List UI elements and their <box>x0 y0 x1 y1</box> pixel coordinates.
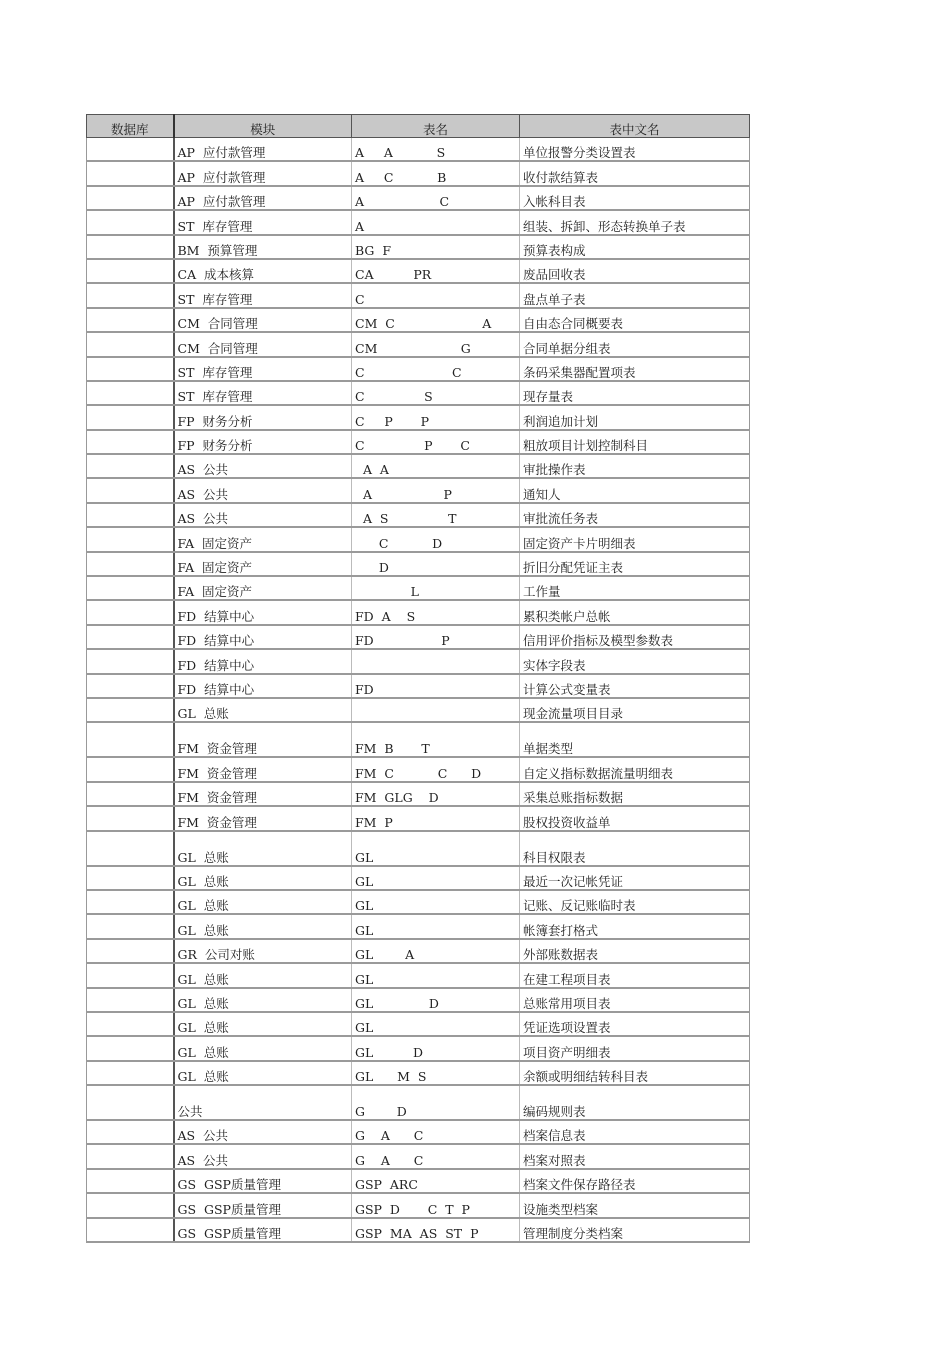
table-row <box>87 381 750 405</box>
cell-module: FM 资金管理 <box>174 757 352 781</box>
cell-database <box>87 552 174 576</box>
cell-chinese-name: 废品回收表 <box>520 259 750 283</box>
cell-table-name: L <box>352 576 520 600</box>
cell-module: GL 总账 <box>174 866 352 890</box>
cell-module: GL 总账 <box>174 698 352 722</box>
table-row <box>87 782 750 806</box>
cell-chinese-name: 计算公式变量表 <box>520 674 750 698</box>
cell-database <box>87 722 174 757</box>
db-table <box>86 114 750 1243</box>
cell-table-name: GL A <box>352 939 520 963</box>
cell-chinese-name: 设施类型档案 <box>520 1193 750 1217</box>
table-row <box>87 722 750 757</box>
cell-database <box>87 963 174 987</box>
cell-table-name: A S T <box>352 503 520 527</box>
cell-module: FD 结算中心 <box>174 600 352 624</box>
cell-module: GL 总账 <box>174 831 352 866</box>
table-row <box>87 478 750 502</box>
cell-table-name: FM C C D <box>352 757 520 781</box>
cell-database <box>87 503 174 527</box>
cell-module: CA 成本核算 <box>174 259 352 283</box>
table-row <box>87 454 750 478</box>
table-row <box>87 963 750 987</box>
cell-table-name: FD <box>352 674 520 698</box>
header-row <box>87 115 750 138</box>
cell-table-name: CM G <box>352 332 520 356</box>
cell-module: AS 公共 <box>174 454 352 478</box>
cell-module: FM 资金管理 <box>174 806 352 830</box>
table-row <box>87 186 750 210</box>
cell-module: GL 总账 <box>174 1012 352 1036</box>
cell-chinese-name: 记账、反记账临时表 <box>520 890 750 914</box>
cell-table-name: GL D <box>352 988 520 1012</box>
cell-chinese-name: 信用评价指标及模型参数表 <box>520 625 750 649</box>
cell-table-name: GL <box>352 914 520 938</box>
cell-database <box>87 1012 174 1036</box>
cell-table-name: A P <box>352 478 520 502</box>
cell-database <box>87 1169 174 1193</box>
cell-database <box>87 210 174 234</box>
cell-database <box>87 259 174 283</box>
header-table-name: 表名 <box>352 115 520 138</box>
cell-module: FD 结算中心 <box>174 625 352 649</box>
table-row <box>87 1085 750 1120</box>
cell-database <box>87 283 174 307</box>
cell-module: AP 应付款管理 <box>174 138 352 162</box>
cell-database <box>87 1085 174 1120</box>
cell-chinese-name: 最近一次记帐凭证 <box>520 866 750 890</box>
table-row <box>87 430 750 454</box>
cell-chinese-name: 累积类帐户总帐 <box>520 600 750 624</box>
cell-module: GL 总账 <box>174 890 352 914</box>
cell-database <box>87 1193 174 1217</box>
cell-module: GL 总账 <box>174 1061 352 1085</box>
cell-chinese-name: 收付款结算表 <box>520 161 750 185</box>
table-row <box>87 527 750 551</box>
cell-table-name: FD A S <box>352 600 520 624</box>
cell-table-name: G D <box>352 1085 520 1120</box>
table-row <box>87 625 750 649</box>
cell-database <box>87 527 174 551</box>
cell-database <box>87 454 174 478</box>
cell-module: ST 库存管理 <box>174 357 352 381</box>
table-row <box>87 988 750 1012</box>
cell-table-name: C P C <box>352 430 520 454</box>
cell-table-name: FD P <box>352 625 520 649</box>
cell-chinese-name: 总账常用项目表 <box>520 988 750 1012</box>
cell-table-name: CA PR <box>352 259 520 283</box>
cell-chinese-name: 编码规则表 <box>520 1085 750 1120</box>
table-row <box>87 210 750 234</box>
cell-table-name: FM GLG D <box>352 782 520 806</box>
table-row <box>87 866 750 890</box>
table-row <box>87 1169 750 1193</box>
cell-database <box>87 674 174 698</box>
cell-chinese-name: 固定资产卡片明细表 <box>520 527 750 551</box>
table-row <box>87 674 750 698</box>
cell-module: BM 预算管理 <box>174 235 352 259</box>
cell-chinese-name: 通知人 <box>520 478 750 502</box>
cell-chinese-name: 科目权限表 <box>520 831 750 866</box>
cell-table-name: A C B <box>352 161 520 185</box>
cell-module: ST 库存管理 <box>174 381 352 405</box>
cell-chinese-name: 在建工程项目表 <box>520 963 750 987</box>
cell-chinese-name: 盘点单子表 <box>520 283 750 307</box>
cell-table-name: C <box>352 283 520 307</box>
table-row <box>87 1144 750 1168</box>
cell-table-name: CM C A <box>352 308 520 332</box>
cell-chinese-name: 利润追加计划 <box>520 405 750 429</box>
cell-module: GS GSP质量管理 <box>174 1193 352 1217</box>
header-module: 模块 <box>174 115 352 138</box>
table-row <box>87 503 750 527</box>
cell-module: FD 结算中心 <box>174 674 352 698</box>
cell-module: 公共 <box>174 1085 352 1120</box>
cell-database <box>87 332 174 356</box>
cell-module: ST 库存管理 <box>174 283 352 307</box>
cell-table-name: G A C <box>352 1144 520 1168</box>
cell-table-name: GL <box>352 963 520 987</box>
cell-module: AS 公共 <box>174 1144 352 1168</box>
cell-chinese-name: 审批流任务表 <box>520 503 750 527</box>
cell-chinese-name: 现金流量项目目录 <box>520 698 750 722</box>
cell-database <box>87 235 174 259</box>
cell-database <box>87 308 174 332</box>
cell-database <box>87 890 174 914</box>
table-row <box>87 235 750 259</box>
table-row <box>87 161 750 185</box>
cell-chinese-name: 工作量 <box>520 576 750 600</box>
cell-chinese-name: 组装、拆卸、形态转换单子表 <box>520 210 750 234</box>
cell-database <box>87 914 174 938</box>
cell-table-name: GL <box>352 831 520 866</box>
table-row <box>87 939 750 963</box>
cell-module: FM 资金管理 <box>174 722 352 757</box>
cell-chinese-name: 股权投资收益单 <box>520 806 750 830</box>
cell-module: CM 合同管理 <box>174 308 352 332</box>
cell-module: FP 财务分析 <box>174 430 352 454</box>
cell-database <box>87 138 174 162</box>
cell-chinese-name: 档案文件保存路径表 <box>520 1169 750 1193</box>
cell-chinese-name: 实体字段表 <box>520 649 750 673</box>
cell-table-name: GL <box>352 1012 520 1036</box>
cell-module: GS GSP质量管理 <box>174 1218 352 1242</box>
cell-chinese-name: 外部账数据表 <box>520 939 750 963</box>
table-row <box>87 600 750 624</box>
cell-module: FP 财务分析 <box>174 405 352 429</box>
table-row <box>87 1036 750 1060</box>
cell-table-name: GL <box>352 890 520 914</box>
cell-module: FA 固定资产 <box>174 552 352 576</box>
cell-chinese-name: 合同单据分组表 <box>520 332 750 356</box>
cell-chinese-name: 凭证选项设置表 <box>520 1012 750 1036</box>
cell-table-name: GSP ARC <box>352 1169 520 1193</box>
cell-database <box>87 988 174 1012</box>
cell-chinese-name: 自由态合同概要表 <box>520 308 750 332</box>
cell-database <box>87 1218 174 1242</box>
cell-module: GR 公司对账 <box>174 939 352 963</box>
cell-database <box>87 381 174 405</box>
cell-table-name <box>352 649 520 673</box>
cell-table-name: D <box>352 552 520 576</box>
cell-chinese-name: 单据类型 <box>520 722 750 757</box>
cell-chinese-name: 采集总账指标数据 <box>520 782 750 806</box>
cell-chinese-name: 单位报警分类设置表 <box>520 138 750 162</box>
cell-database <box>87 1144 174 1168</box>
cell-table-name: C C <box>352 357 520 381</box>
cell-database <box>87 357 174 381</box>
cell-chinese-name: 帐簿套打格式 <box>520 914 750 938</box>
cell-table-name: A C <box>352 186 520 210</box>
cell-module: AS 公共 <box>174 503 352 527</box>
cell-database <box>87 430 174 454</box>
header-chinese-name: 表中文名 <box>520 115 750 138</box>
table-row <box>87 806 750 830</box>
cell-database <box>87 831 174 866</box>
cell-table-name: FM P <box>352 806 520 830</box>
table-row <box>87 757 750 781</box>
table-row <box>87 259 750 283</box>
cell-module: GL 总账 <box>174 988 352 1012</box>
cell-database <box>87 600 174 624</box>
cell-database <box>87 649 174 673</box>
cell-chinese-name: 入帐科目表 <box>520 186 750 210</box>
cell-chinese-name: 粗放项目计划控制科目 <box>520 430 750 454</box>
table-row <box>87 1012 750 1036</box>
cell-database <box>87 186 174 210</box>
table-row <box>87 831 750 866</box>
cell-table-name: A A <box>352 454 520 478</box>
table-row <box>87 576 750 600</box>
table-row <box>87 308 750 332</box>
cell-database <box>87 478 174 502</box>
cell-module: GL 总账 <box>174 1036 352 1060</box>
cell-table-name: GSP MA AS ST P <box>352 1218 520 1242</box>
table-row <box>87 890 750 914</box>
table-row <box>87 1218 750 1242</box>
cell-database <box>87 757 174 781</box>
cell-table-name: C D <box>352 527 520 551</box>
cell-module: AP 应付款管理 <box>174 186 352 210</box>
cell-module: GL 总账 <box>174 914 352 938</box>
header-database: 数据库 <box>87 115 174 138</box>
cell-module: AS 公共 <box>174 1120 352 1144</box>
cell-table-name: BG F <box>352 235 520 259</box>
cell-table-name: GL M S <box>352 1061 520 1085</box>
cell-chinese-name: 管理制度分类档案 <box>520 1218 750 1242</box>
cell-chinese-name: 项目资产明细表 <box>520 1036 750 1060</box>
cell-database <box>87 782 174 806</box>
cell-database <box>87 1061 174 1085</box>
cell-database <box>87 806 174 830</box>
cell-database <box>87 939 174 963</box>
cell-chinese-name: 现存量表 <box>520 381 750 405</box>
cell-module: FM 资金管理 <box>174 782 352 806</box>
cell-module: AP 应付款管理 <box>174 161 352 185</box>
cell-module: GS GSP质量管理 <box>174 1169 352 1193</box>
cell-table-name: A <box>352 210 520 234</box>
cell-database <box>87 698 174 722</box>
cell-chinese-name: 档案对照表 <box>520 1144 750 1168</box>
cell-table-name: C S <box>352 381 520 405</box>
cell-module: ST 库存管理 <box>174 210 352 234</box>
cell-chinese-name: 折旧分配凭证主表 <box>520 552 750 576</box>
cell-table-name: GL <box>352 866 520 890</box>
cell-database <box>87 161 174 185</box>
cell-chinese-name: 预算表构成 <box>520 235 750 259</box>
cell-table-name: GL D <box>352 1036 520 1060</box>
cell-table-name: G A C <box>352 1120 520 1144</box>
table-row <box>87 357 750 381</box>
cell-database <box>87 1120 174 1144</box>
cell-chinese-name: 余额或明细结转科目表 <box>520 1061 750 1085</box>
cell-chinese-name: 审批操作表 <box>520 454 750 478</box>
table-row <box>87 332 750 356</box>
cell-chinese-name: 条码采集器配置项表 <box>520 357 750 381</box>
cell-module: CM 合同管理 <box>174 332 352 356</box>
cell-database <box>87 625 174 649</box>
table-row <box>87 1193 750 1217</box>
cell-module: FA 固定资产 <box>174 527 352 551</box>
cell-table-name: C P P <box>352 405 520 429</box>
cell-module: FD 结算中心 <box>174 649 352 673</box>
cell-database <box>87 405 174 429</box>
cell-chinese-name: 档案信息表 <box>520 1120 750 1144</box>
cell-table-name <box>352 698 520 722</box>
cell-module: GL 总账 <box>174 963 352 987</box>
cell-database <box>87 576 174 600</box>
cell-database <box>87 1036 174 1060</box>
table-row <box>87 1120 750 1144</box>
table-row <box>87 552 750 576</box>
table-row <box>87 283 750 307</box>
cell-table-name: GSP D C T P <box>352 1193 520 1217</box>
cell-database <box>87 866 174 890</box>
table-row <box>87 138 750 162</box>
cell-table-name: A A S <box>352 138 520 162</box>
table-row <box>87 914 750 938</box>
cell-module: FA 固定资产 <box>174 576 352 600</box>
cell-module: AS 公共 <box>174 478 352 502</box>
table-row <box>87 649 750 673</box>
table-row <box>87 1061 750 1085</box>
table-row <box>87 698 750 722</box>
table-row <box>87 405 750 429</box>
cell-chinese-name: 自定义指标数据流量明细表 <box>520 757 750 781</box>
cell-table-name: FM B T <box>352 722 520 757</box>
